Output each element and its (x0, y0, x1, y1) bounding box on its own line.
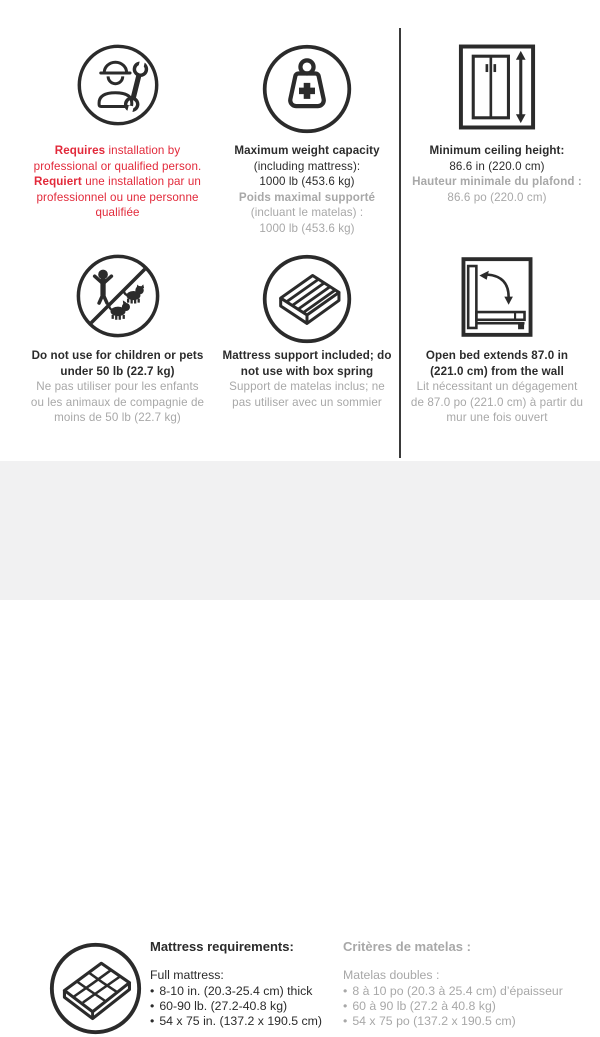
mattress-requirements-panel (0, 461, 600, 1029)
list-item: • 8-10 in. (20.3-25.4 cm) thick (150, 984, 340, 999)
mattress-requirements-fr (343, 939, 598, 1030)
cell-no-children-pets (15, 252, 220, 426)
mattress-title-en: Mattress requirements: (150, 939, 294, 954)
installer-icon (75, 42, 161, 128)
open-bed-icon (454, 252, 540, 342)
installation-text: Requires installation by professional or qualified person. Requiert une installation par un professionnel ou une personne qualifiée (33, 144, 202, 220)
mattress-icon (47, 940, 144, 1037)
mattress-requirements-en (150, 939, 340, 1030)
weight-capacity-text: Maximum weight capacity (including mattress): 1000 lb (453.6 kg) Poids maximal supporté (incluant le matelas) : 1000 lb (453.6 kg) (234, 144, 380, 235)
ceiling-height-text: Minimum ceiling height: 86.6 in (220.0 cm) Hauteur minimale du plafond : 86.6 po (220.0 cm) (412, 144, 582, 204)
mattress-specs-fr (343, 984, 598, 1030)
no-children-pets-icon (74, 252, 162, 340)
list-item: • 54 x 75 in. (137.2 x 190.5 cm) (150, 1014, 340, 1029)
cell-open-bed (398, 252, 596, 426)
ceiling-height-icon (453, 42, 541, 132)
cell-ceiling-height (398, 42, 596, 205)
cell-installation (15, 42, 220, 221)
mattress-support-icon (260, 252, 354, 346)
list-item: • 54 x 75 po (137.2 x 190.5 cm) (343, 1014, 598, 1029)
mattress-title-fr: Critères de matelas : (343, 939, 471, 954)
cell-weight-capacity (213, 42, 401, 236)
mattress-subtitle-en: Full mattress: (150, 968, 224, 982)
no-children-pets-text: Do not use for children or pets under 50 lb (22.7 kg) Ne pas utiliser pour les enfants ou les animaux de compagnie de moins de 50 lb (22.7 kg) (30, 349, 205, 425)
cell-mattress-support (213, 252, 401, 410)
installation-en-lead: Requires (54, 144, 106, 157)
mattress-subtitle-fr: Matelas doubles : (343, 968, 440, 982)
list-item: • 8 à 10 po (20.3 à 25.4 cm) d’épaisseur (343, 984, 598, 999)
open-bed-text: Open bed extends 87.0 in (221.0 cm) from the wall Lit nécessitant un dégagement de 87.0 po (221.0 cm) à partir du mur une fois ouvert (410, 349, 584, 425)
installation-fr-lead: Requiert (34, 175, 82, 189)
mattress-specs-en (150, 984, 340, 1030)
weight-capacity-icon (260, 42, 354, 136)
list-item: • 60 à 90 lb (27.2 à 40.8 kg) (343, 999, 598, 1014)
mattress-support-text: Mattress support included; do not use with box spring Support de matelas inclus; ne pas utiliser avec un sommier (222, 349, 392, 409)
list-item: • 60-90 lb. (27.2-40.8 kg) (150, 999, 340, 1014)
